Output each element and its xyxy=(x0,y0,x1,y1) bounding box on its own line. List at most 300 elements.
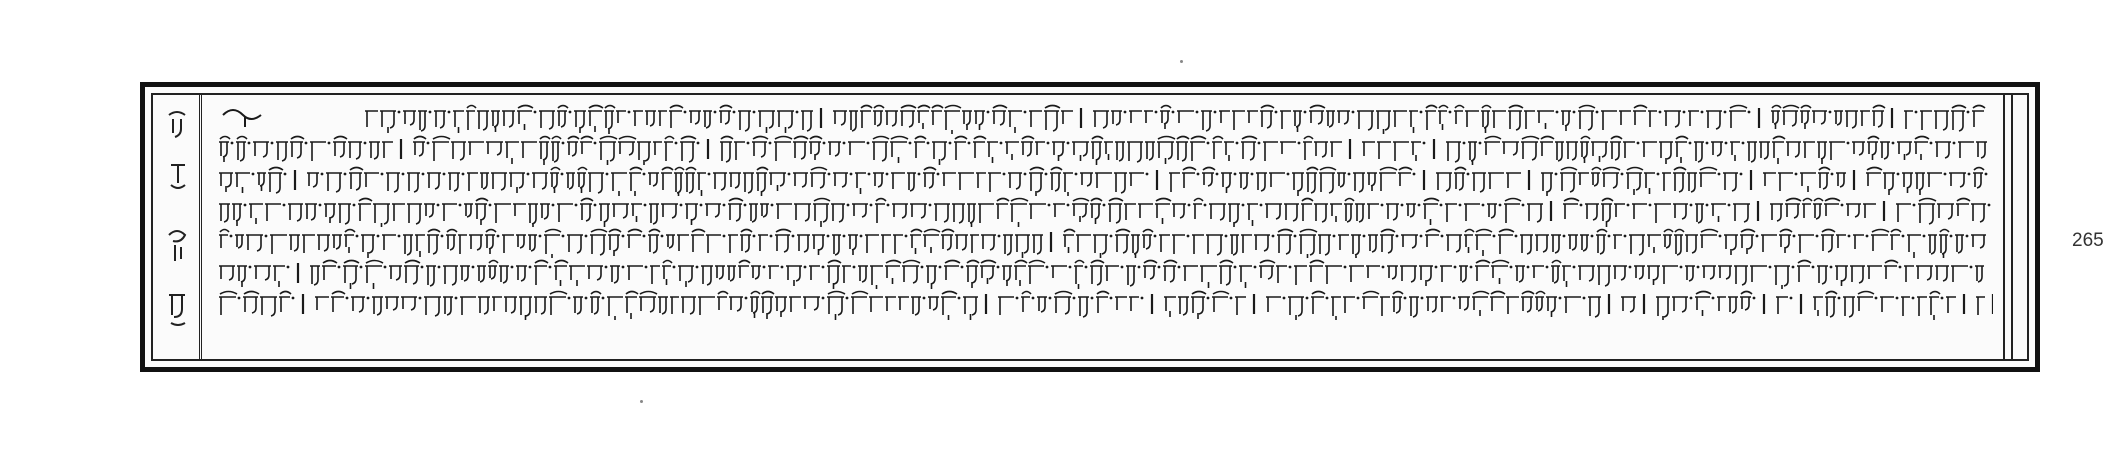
script-glyph xyxy=(1675,137,1688,164)
script-glyph xyxy=(1176,137,1189,162)
script-glyph xyxy=(1306,168,1318,194)
script-glyph xyxy=(698,297,715,315)
script-glyph xyxy=(734,142,745,160)
script-glyph xyxy=(442,204,457,221)
script-glyph xyxy=(1446,235,1462,252)
tsheg-dot xyxy=(1258,142,1261,145)
tsheg-dot xyxy=(585,235,588,238)
script-glyph xyxy=(1076,235,1091,252)
script-glyph xyxy=(685,168,696,194)
tsheg-dot xyxy=(1690,204,1693,207)
script-glyph xyxy=(1366,266,1380,278)
tsheg-dot xyxy=(1352,111,1355,114)
tsheg-dot xyxy=(1124,111,1127,114)
tsheg-dot xyxy=(1966,235,1969,238)
tsheg-dot xyxy=(643,173,646,176)
script-glyph xyxy=(1883,173,1895,195)
paper-speck xyxy=(1180,60,1183,63)
tsheg-dot xyxy=(1103,204,1106,207)
script-glyph xyxy=(923,230,940,254)
script-glyph xyxy=(1138,204,1153,218)
tsheg-dot xyxy=(770,235,773,238)
script-glyph xyxy=(573,297,583,314)
script-glyph xyxy=(1699,168,1717,188)
script-glyph xyxy=(276,142,288,161)
script-glyph xyxy=(627,230,642,249)
tsheg-dot xyxy=(1829,111,1832,114)
tsheg-dot xyxy=(675,142,678,145)
folio-frame xyxy=(151,93,2029,361)
script-glyph xyxy=(1288,297,1304,320)
script-glyph xyxy=(1293,111,1302,132)
script-glyph xyxy=(633,111,643,126)
script-glyph xyxy=(727,266,736,281)
tsheg-dot xyxy=(319,204,322,207)
tsheg-dot xyxy=(328,142,331,145)
script-glyph xyxy=(1409,297,1419,317)
script-glyph xyxy=(590,292,601,315)
script-glyph xyxy=(1096,292,1109,314)
script-glyph xyxy=(1498,230,1514,255)
script-glyph xyxy=(1566,142,1578,160)
tsheg-dot xyxy=(763,266,766,269)
tsheg-dot xyxy=(1413,173,1416,176)
script-glyph xyxy=(426,266,436,286)
script-glyph xyxy=(1472,292,1489,317)
script-glyph xyxy=(466,106,476,131)
script-glyph xyxy=(1178,297,1189,315)
tsheg-dot xyxy=(1075,173,1078,176)
script-glyph xyxy=(1614,204,1625,217)
tsheg-dot xyxy=(1830,266,1833,269)
script-glyph xyxy=(235,173,250,193)
script-glyph xyxy=(1845,111,1858,128)
script-glyph xyxy=(1078,297,1089,317)
script-glyph xyxy=(881,235,891,253)
script-glyph xyxy=(1812,111,1827,124)
script-glyph xyxy=(677,235,689,251)
script-glyph xyxy=(1311,292,1325,315)
script-glyph xyxy=(653,142,662,155)
script-glyph xyxy=(382,235,396,250)
tsheg-dot xyxy=(1728,204,1731,207)
script-glyph xyxy=(516,235,526,248)
tsheg-dot xyxy=(921,266,924,269)
script-glyph xyxy=(812,235,825,255)
script-glyph xyxy=(219,230,229,249)
tsheg-dot xyxy=(1792,266,1795,269)
tsheg-dot xyxy=(860,235,863,238)
paper-speck xyxy=(640,400,643,403)
script-glyph xyxy=(1662,173,1671,191)
tsheg-dot xyxy=(1418,204,1421,207)
script-glyph xyxy=(1419,266,1433,286)
script-glyph xyxy=(317,235,330,251)
script-glyph xyxy=(382,142,393,158)
tsheg-dot xyxy=(1748,111,1751,114)
script-glyph xyxy=(674,168,684,197)
script-glyph xyxy=(1597,266,1611,286)
script-glyph xyxy=(1904,266,1914,282)
script-glyph xyxy=(1782,106,1799,127)
script-glyph xyxy=(893,235,903,254)
tsheg-dot xyxy=(1024,173,1027,176)
tsheg-dot xyxy=(622,266,625,269)
script-glyph xyxy=(1551,235,1561,253)
script-glyph xyxy=(1008,173,1022,189)
script-glyph xyxy=(1629,235,1645,255)
script-glyph xyxy=(254,266,271,280)
script-glyph xyxy=(1093,235,1108,258)
script-glyph xyxy=(1115,142,1125,161)
script-glyph xyxy=(478,297,490,314)
tsheg-dot xyxy=(1216,173,1219,176)
script-glyph xyxy=(776,204,792,219)
script-glyph xyxy=(756,168,768,197)
script-glyph xyxy=(870,266,883,289)
script-glyph xyxy=(670,297,679,314)
margin-script-glyphs xyxy=(163,105,193,345)
script-glyph xyxy=(1362,142,1375,156)
script-glyph xyxy=(1937,204,1954,219)
tsheg-dot xyxy=(769,142,772,145)
script-glyph xyxy=(775,297,787,317)
tsheg-dot xyxy=(1790,297,1793,300)
script-glyph xyxy=(1939,230,1949,259)
script-glyph xyxy=(1824,199,1840,217)
script-glyph xyxy=(1907,235,1921,258)
script-glyph xyxy=(1201,111,1212,131)
script-glyph xyxy=(1239,173,1249,189)
script-glyph xyxy=(1951,266,1968,282)
script-glyph xyxy=(369,142,380,159)
script-glyph xyxy=(1331,297,1341,320)
script-glyph xyxy=(962,111,972,130)
script-glyph xyxy=(926,266,937,289)
script-glyph xyxy=(485,230,496,255)
script-glyph xyxy=(760,204,769,217)
script-glyph xyxy=(1468,142,1477,165)
script-glyph xyxy=(1733,204,1750,222)
script-glyph xyxy=(1212,292,1229,313)
tsheg-dot xyxy=(353,204,356,207)
script-glyph xyxy=(1143,261,1157,280)
text-line xyxy=(215,289,1993,320)
script-glyph xyxy=(706,235,721,253)
script-glyph xyxy=(1142,230,1153,250)
script-glyph xyxy=(270,235,287,254)
script-glyph xyxy=(1946,297,1956,313)
script-glyph xyxy=(1105,266,1119,281)
script-glyph xyxy=(998,297,1014,315)
script-glyph xyxy=(1502,142,1519,155)
tsheg-dot xyxy=(1573,111,1576,114)
script-glyph xyxy=(1032,235,1043,254)
tsheg-dot xyxy=(1718,173,1721,176)
tsheg-dot xyxy=(422,173,425,176)
tsheg-dot xyxy=(843,142,846,145)
tsheg-dot xyxy=(346,297,349,300)
script-glyph xyxy=(1802,199,1812,219)
script-glyph xyxy=(403,235,413,255)
script-glyph xyxy=(1177,111,1194,123)
script-glyph xyxy=(685,204,698,225)
script-glyph xyxy=(1014,261,1027,287)
script-glyph xyxy=(941,292,957,321)
script-glyph xyxy=(1400,266,1417,282)
script-glyph xyxy=(554,261,568,287)
script-glyph xyxy=(1445,204,1457,222)
script-glyph xyxy=(955,235,968,250)
script-glyph xyxy=(1687,173,1697,192)
script-glyph xyxy=(1551,261,1561,284)
script-glyph xyxy=(344,230,355,254)
script-glyph xyxy=(1674,230,1684,256)
script-glyph xyxy=(1127,142,1143,162)
tsheg-dot xyxy=(1236,142,1239,145)
tsheg-dot xyxy=(1045,173,1048,176)
script-glyph xyxy=(1836,173,1846,187)
script-glyph xyxy=(1454,106,1464,125)
script-glyph xyxy=(1309,106,1325,125)
script-glyph xyxy=(1131,235,1140,258)
script-glyph xyxy=(1054,292,1072,315)
tsheg-dot xyxy=(356,235,359,238)
script-glyph xyxy=(1917,297,1927,316)
script-glyph xyxy=(728,235,738,253)
script-glyph xyxy=(872,137,889,162)
tsheg-dot xyxy=(402,173,405,176)
tsheg-dot xyxy=(1453,297,1456,300)
script-glyph xyxy=(588,106,603,133)
script-glyph xyxy=(1475,230,1492,257)
script-glyph xyxy=(1915,173,1925,195)
tsheg-dot xyxy=(997,266,1000,269)
script-glyph xyxy=(932,142,947,165)
tsheg-dot xyxy=(828,173,831,176)
script-glyph xyxy=(1160,106,1171,130)
script-glyph xyxy=(1700,230,1718,249)
tsheg-dot xyxy=(602,297,605,300)
script-glyph xyxy=(1063,230,1075,254)
script-glyph xyxy=(1247,204,1258,226)
tsheg-dot xyxy=(781,266,784,269)
script-glyph xyxy=(627,266,643,280)
script-glyph xyxy=(349,168,363,191)
script-glyph xyxy=(1779,230,1792,254)
script-glyph xyxy=(1193,199,1203,220)
script-glyph xyxy=(1080,173,1093,186)
script-glyph xyxy=(268,168,283,194)
script-glyph xyxy=(931,106,943,126)
tsheg-dot xyxy=(429,111,432,114)
script-glyph xyxy=(1376,111,1391,134)
script-glyph xyxy=(477,266,486,282)
script-glyph xyxy=(1797,261,1811,283)
tsheg-dot xyxy=(1110,297,1113,300)
script-glyph xyxy=(607,297,623,320)
tsheg-dot xyxy=(367,297,370,300)
tsheg-dot xyxy=(958,297,961,300)
script-glyph xyxy=(833,173,848,187)
script-glyph xyxy=(801,111,813,131)
script-glyph xyxy=(1367,173,1377,191)
script-glyph xyxy=(612,204,629,218)
script-glyph xyxy=(631,204,642,222)
tsheg-dot xyxy=(1559,297,1562,300)
script-glyph xyxy=(288,204,303,221)
script-glyph xyxy=(1633,106,1647,126)
script-glyph xyxy=(1596,230,1607,255)
script-glyph xyxy=(587,266,603,280)
script-glyph xyxy=(775,230,791,253)
tsheg-dot xyxy=(1724,111,1727,114)
script-glyph xyxy=(389,266,402,280)
script-glyph xyxy=(1114,173,1127,193)
script-glyph xyxy=(1976,297,1985,315)
script-glyph xyxy=(467,173,478,191)
script-glyph xyxy=(910,230,922,255)
script-glyph xyxy=(1115,297,1127,310)
tsheg-dot xyxy=(585,297,588,300)
script-glyph xyxy=(1446,142,1461,162)
tsheg-dot xyxy=(745,297,748,300)
script-glyph xyxy=(1074,261,1084,290)
script-glyph xyxy=(599,137,617,166)
script-glyph xyxy=(567,137,579,157)
script-glyph xyxy=(1155,199,1171,225)
tsheg-dot xyxy=(1812,266,1815,269)
tsheg-dot xyxy=(1470,266,1473,269)
script-glyph xyxy=(875,199,886,224)
tsheg-dot xyxy=(680,204,683,207)
tsheg-dot xyxy=(1967,111,1970,114)
script-glyph xyxy=(966,261,979,289)
tsheg-dot xyxy=(1344,266,1347,269)
text-line xyxy=(215,196,1993,227)
script-glyph xyxy=(1029,204,1046,219)
tsheg-dot xyxy=(1753,297,1756,300)
script-glyph xyxy=(488,261,498,280)
script-glyph xyxy=(885,297,896,311)
script-glyph xyxy=(1866,168,1882,187)
tsheg-dot xyxy=(1866,235,1869,238)
script-glyph xyxy=(232,204,242,226)
script-glyph xyxy=(1621,297,1636,312)
tsheg-dot xyxy=(489,204,492,207)
script-glyph xyxy=(235,235,244,248)
tsheg-dot xyxy=(231,142,234,145)
script-glyph xyxy=(1182,168,1196,189)
script-glyph xyxy=(364,173,379,187)
script-glyph xyxy=(970,235,979,253)
script-glyph xyxy=(443,297,453,315)
script-glyph xyxy=(1200,266,1217,288)
tsheg-dot xyxy=(511,266,514,269)
tsheg-dot xyxy=(265,235,268,238)
tsheg-dot xyxy=(1049,297,1052,300)
tsheg-dot xyxy=(1546,266,1549,269)
script-glyph xyxy=(1546,297,1557,317)
script-glyph xyxy=(1747,142,1757,162)
script-glyph xyxy=(923,168,936,189)
script-glyph xyxy=(851,292,868,315)
script-glyph xyxy=(637,142,651,165)
script-glyph xyxy=(1028,261,1045,285)
script-glyph xyxy=(1488,173,1504,189)
text-line xyxy=(215,165,1993,196)
right-border-bar xyxy=(2003,95,2013,359)
script-glyph xyxy=(1763,173,1776,186)
tsheg-dot xyxy=(1831,173,1834,176)
script-glyph xyxy=(1351,235,1361,258)
script-glyph xyxy=(1343,297,1355,313)
tsheg-dot xyxy=(700,204,703,207)
tsheg-dot xyxy=(1178,266,1181,269)
script-glyph xyxy=(648,173,659,186)
script-glyph xyxy=(580,137,593,155)
script-glyph xyxy=(1029,168,1044,197)
script-glyph xyxy=(827,261,841,290)
script-glyph xyxy=(1235,297,1246,315)
tsheg-dot xyxy=(1902,235,1905,238)
tsheg-dot xyxy=(552,204,555,207)
tsheg-dot xyxy=(539,235,542,238)
script-glyph xyxy=(855,173,866,194)
script-glyph xyxy=(1425,230,1440,248)
script-glyph xyxy=(794,204,811,221)
script-glyph xyxy=(1648,111,1657,127)
script-glyph xyxy=(1276,266,1287,283)
tsheg-dot xyxy=(594,142,597,145)
script-glyph xyxy=(1971,235,1986,248)
script-glyph xyxy=(1157,137,1175,165)
script-glyph xyxy=(1588,297,1601,317)
script-glyph xyxy=(729,297,743,311)
tsheg-dot xyxy=(1289,266,1292,269)
tsheg-dot xyxy=(1657,173,1660,176)
script-glyph xyxy=(534,297,547,314)
tsheg-dot xyxy=(1272,235,1275,238)
script-glyph xyxy=(1367,204,1379,219)
script-glyph xyxy=(740,230,752,253)
script-glyph xyxy=(860,106,872,129)
script-glyph xyxy=(1730,142,1740,161)
script-glyph xyxy=(749,204,758,222)
script-glyph xyxy=(1591,142,1608,162)
script-glyph xyxy=(1673,168,1686,193)
tsheg-dot xyxy=(1141,297,1144,300)
tsheg-dot xyxy=(284,173,287,176)
tsheg-dot xyxy=(287,266,290,269)
script-glyph xyxy=(1241,137,1257,161)
tsheg-dot xyxy=(1968,173,1971,176)
script-glyph xyxy=(1029,111,1042,127)
script-glyph xyxy=(460,266,470,281)
script-glyph xyxy=(443,266,458,285)
script-glyph xyxy=(1927,173,1942,187)
tsheg-dot xyxy=(1000,142,1003,145)
script-glyph xyxy=(661,204,678,218)
tsheg-dot xyxy=(1420,235,1423,238)
script-glyph xyxy=(1338,235,1349,250)
tsheg-dot xyxy=(594,204,597,207)
tsheg-dot xyxy=(1225,235,1228,238)
script-glyph xyxy=(1694,142,1704,162)
script-glyph xyxy=(980,261,996,285)
script-glyph xyxy=(758,235,768,251)
script-glyph xyxy=(658,297,668,314)
